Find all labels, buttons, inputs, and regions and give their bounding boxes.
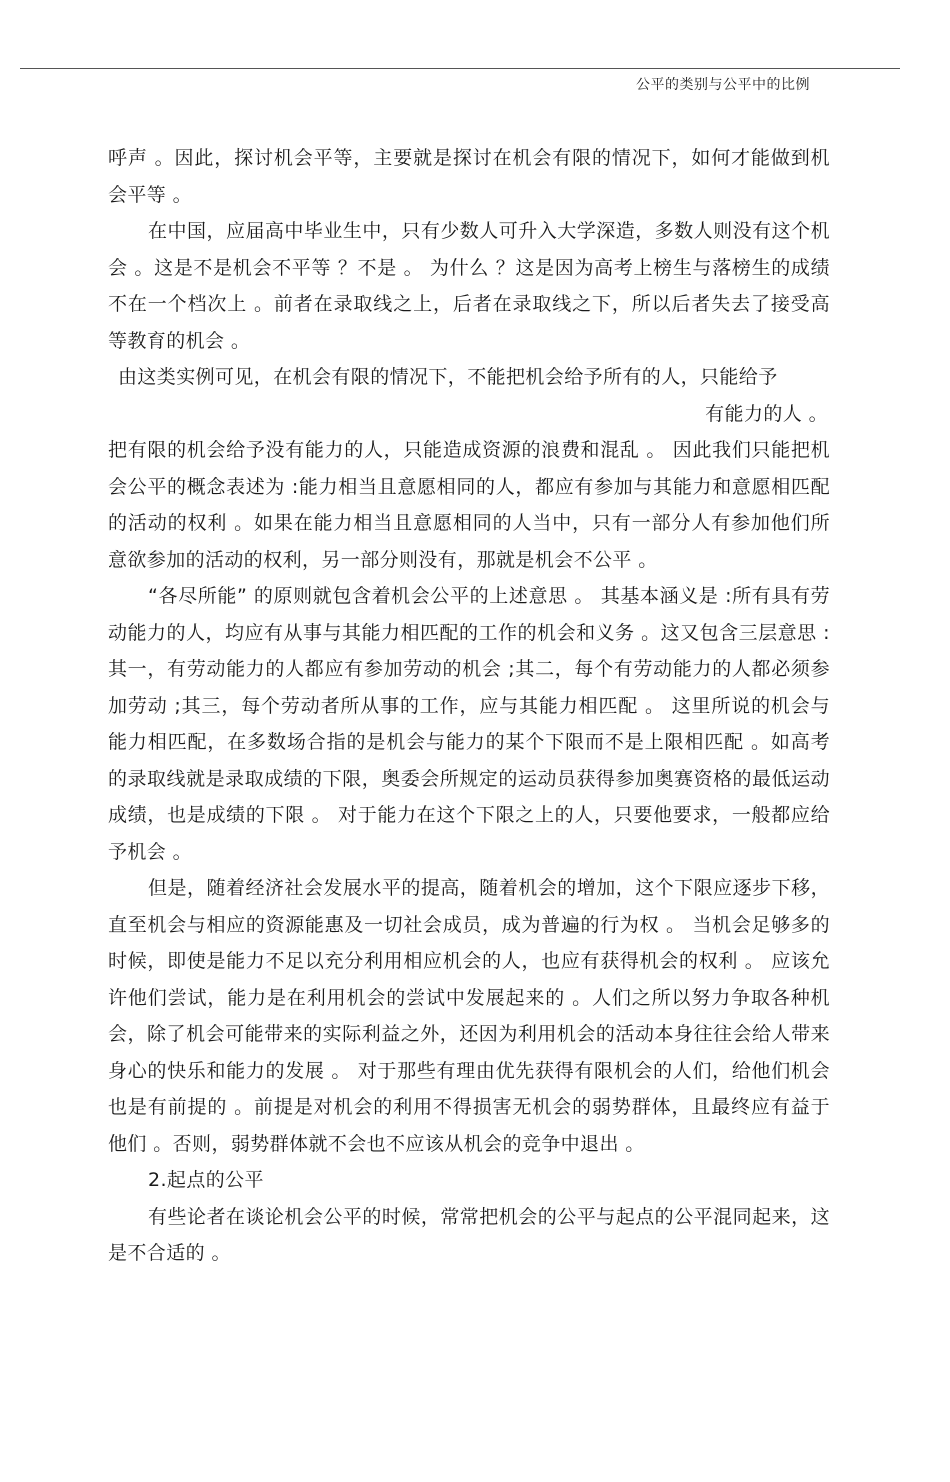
paragraph-continuation: 有能力的人 。 (705, 402, 828, 425)
paragraph: 但是，随着经济社会发展水平的提高，随着机会的增加，这个下限应逐步下移，直至机会与相应的资源能惠及一切社会成员，成为普遍的行为权 。 当机会足够多的时候，即使是能力不足以充分利用相应机会的人，也应有获得机会的权利 。 应该允许他们尝试，能力是在利用机会的尝试中发展起来的 。人们之所以努力争取各种机会，除了机会可能带来的实际利益之外，还因为利用机会的活动本身往往会给人带来身心的快乐和能力的发展 。 对于那些有理由优先获得有限机会的人们，给他们机会也是有前提的 。前提是对机会的利用不得损害无机会的弱势群体，且最终应有益于他们 。否则，弱势群体就不会也不应该从机会的竞争中退出 。 (108, 877, 830, 1155)
paragraph: 由这类实例可见，在机会有限的情况下，不能把机会给予所有的人，只能给予 (118, 366, 778, 388)
section-heading: 2.起点的公平 (148, 1169, 264, 1191)
paragraph: 呼声 。因此，探讨机会平等，主要就是探讨在机会有限的情况下，如何才能做到机会平等 。 (108, 147, 830, 206)
paragraph: “各尽所能” 的原则就包含着机会公平的上述意思 。 其基本涵义是 :所有具有劳动能力的人，均应有从事与其能力相匹配的工作的机会和义务 。这又包含三层意思 :其一，有劳动能力的人都应有参加劳动的机会 ;其二，每个有劳动能力的人都必须参加劳动 ;其三，每个劳动者所从事的工作，应与其能力相匹配 。 这里所说的机会与能力相匹配，在多数场合指的是机会与能力的某个下限而不是上限相匹配 。如高考的录取线就是录取成绩的下限，奥委会所规定的运动员获得参加奥赛资格的最低运动成绩，也是成绩的下限 。 对于能力在这个下限之上的人，只要他要求，一般都应给予机会 。 (108, 585, 830, 863)
running-header: 公平的类别与公平中的比例 (636, 77, 810, 93)
paragraph: 在中国，应届高中毕业生中，只有少数人可升入大学深造，多数人则没有这个机会 。这是不是机会不平等 ？不是 。 为什么 ？这是因为高考上榜生与落榜生的成绩不在一个档次上 。前者在录取线之上，后者在录取线之下，所以后者失去了接受高等教育的机会 。 (108, 220, 830, 352)
header-rule (20, 68, 900, 69)
paragraph: 有些论者在谈论机会公平的时候，常常把机会的公平与起点的公平混同起来，这是不合适的 。 (108, 1205, 830, 1264)
paragraph: 把有限的机会给予没有能力的人，只能造成资源的浪费和混乱 。 因此我们只能把机会公平的概念表述为 :能力相当且意愿相同的人，都应有参加与其能力和意愿相匹配的活动的权利 。如果在能力相当且意愿相同的人当中，只有一部分人有参加他们所意欲参加的活动的权利，另一部分则没有，那就是机会不公平 。 (108, 439, 830, 571)
document-body (108, 140, 830, 1272)
